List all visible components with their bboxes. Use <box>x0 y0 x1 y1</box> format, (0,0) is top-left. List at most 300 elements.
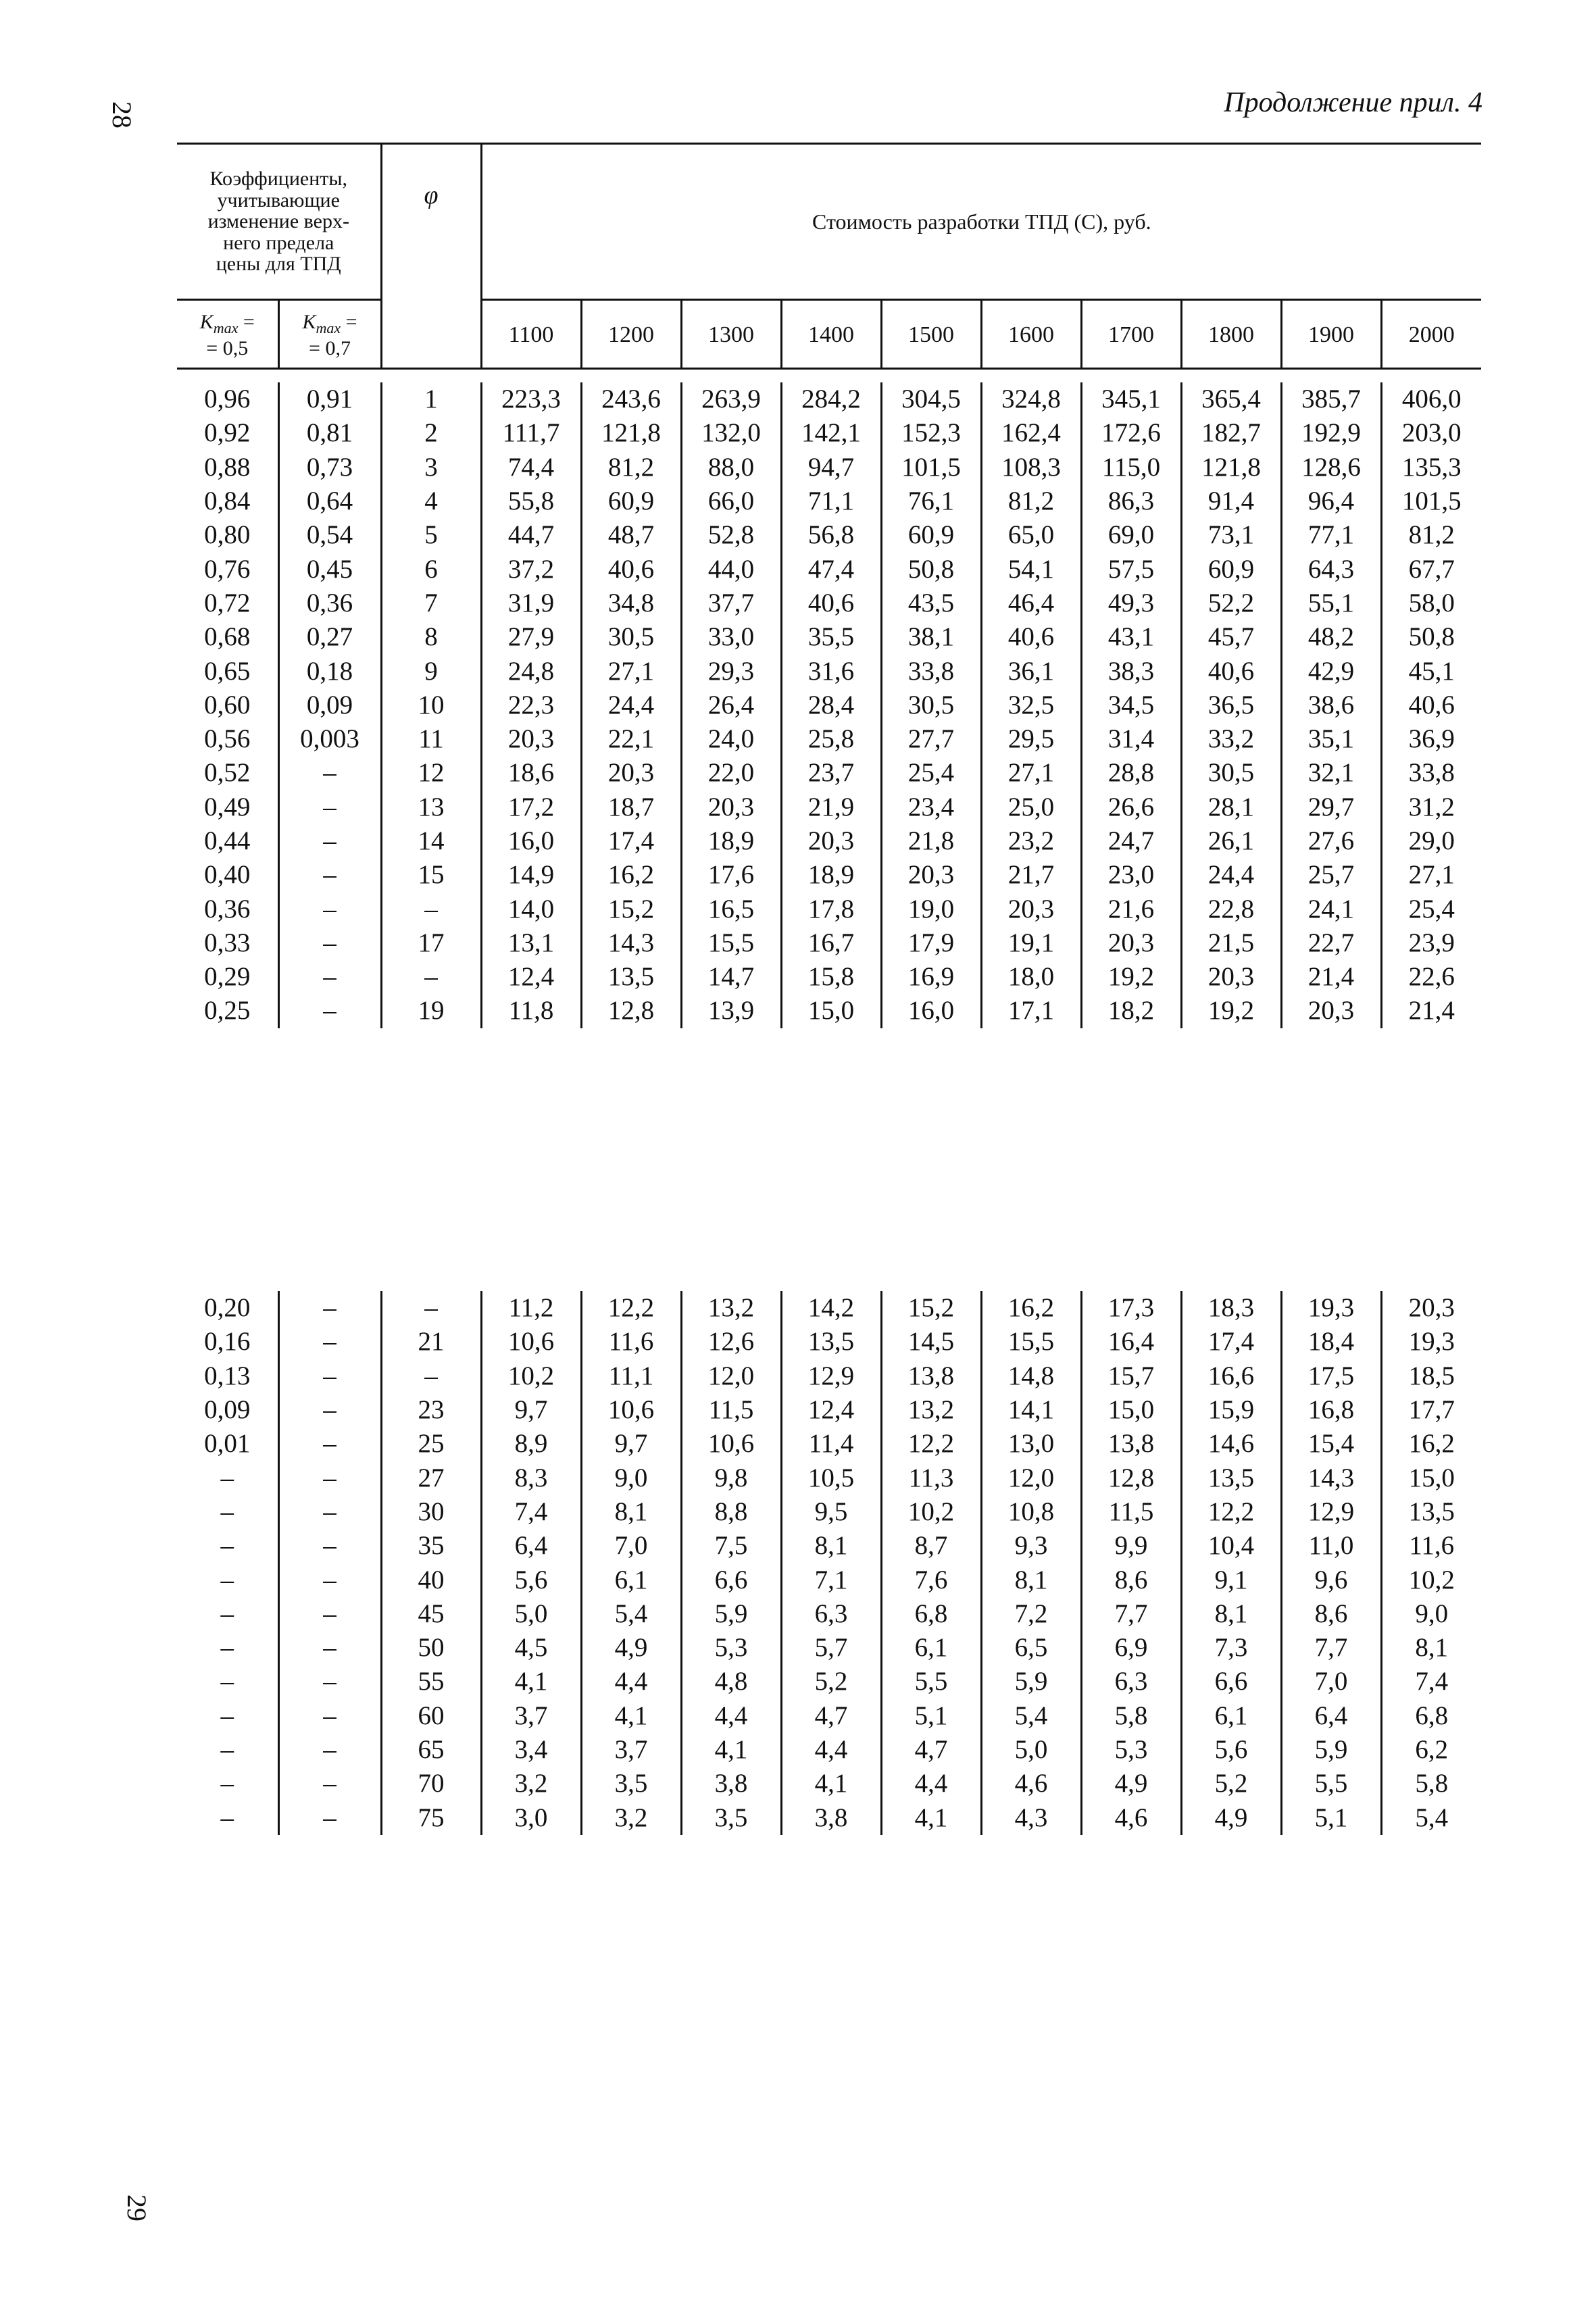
cost-cell: 9,7 <box>581 1427 681 1461</box>
phi-cell: 8 <box>381 620 481 654</box>
table-row <box>177 960 1481 994</box>
cost-cell: 9,3 <box>981 1529 1081 1563</box>
cost-cell: 18,5 <box>1381 1359 1481 1393</box>
cost-cell: 345,1 <box>1081 382 1181 416</box>
kmax-k: K <box>199 311 214 334</box>
cost-cell: 16,7 <box>781 926 881 960</box>
kmax-05-cell: 0,44 <box>204 826 251 855</box>
cost-cell: 67,7 <box>1381 552 1481 586</box>
phi-cell: 10 <box>381 688 481 722</box>
kmax-07-cell: 0,91 <box>278 382 381 416</box>
kmax-05-cell: 0,96 <box>204 384 251 414</box>
phi-cell: 15 <box>381 858 481 892</box>
cost-cell: 4,6 <box>981 1767 1081 1801</box>
cost-cell: 6,2 <box>1381 1733 1481 1767</box>
kmax-07-cell: 0,73 <box>278 451 381 484</box>
kmax-05-cell: – <box>220 1463 234 1492</box>
cost-cell: 29,7 <box>1281 790 1381 824</box>
cost-cell: 7,0 <box>581 1529 681 1563</box>
table-row <box>177 1427 1481 1461</box>
cost-cell: 14,7 <box>681 960 781 994</box>
cost-cell: 18,4 <box>1281 1325 1381 1359</box>
cost-cell: 37,2 <box>481 552 581 586</box>
phi-cell: – <box>381 892 481 926</box>
cost-cell: 24,4 <box>581 688 681 722</box>
cost-column-header: 1300 <box>681 300 781 370</box>
kmax-07-cell: – <box>278 1631 381 1665</box>
cost-cell: 20,3 <box>881 858 981 892</box>
kmax-07-cell: – <box>278 1665 381 1699</box>
table-row <box>177 994 1481 1028</box>
cost-cell: 17,7 <box>1381 1393 1481 1427</box>
cost-cell: 28,4 <box>781 688 881 722</box>
cost-cell: 18,6 <box>481 756 581 790</box>
cost-cell: 20,3 <box>681 790 781 824</box>
table-row <box>177 756 1481 790</box>
cost-cell: 24,7 <box>1081 824 1181 858</box>
kmax-07-cell: – <box>278 994 381 1028</box>
cost-cell: 4,8 <box>681 1665 781 1699</box>
kmax-07-cell: – <box>278 1801 381 1834</box>
cost-cell: 15,0 <box>1381 1461 1481 1494</box>
cost-cell: 40,6 <box>981 620 1081 654</box>
cost-cell: 3,8 <box>781 1801 881 1834</box>
phi-cell: 23 <box>381 1393 481 1427</box>
cost-cell: 12,8 <box>581 994 681 1028</box>
cost-cell: 7,0 <box>1281 1665 1381 1699</box>
table-body-top <box>177 382 1481 1028</box>
cost-cell: 20,3 <box>781 824 881 858</box>
kmax-k: K <box>302 311 316 334</box>
table-row <box>177 451 1481 484</box>
cost-cell: 8,1 <box>581 1495 681 1529</box>
cost-cell: 182,7 <box>1181 416 1281 450</box>
cost-column-header: 1400 <box>781 300 881 370</box>
cost-cell: 77,1 <box>1281 518 1381 552</box>
kmax-value: = 0,7 <box>309 336 351 359</box>
cost-cell: 48,7 <box>581 518 681 552</box>
kmax-05-cell: – <box>220 1496 234 1526</box>
cost-cell: 5,6 <box>1181 1733 1281 1767</box>
cost-cell: 13,5 <box>1181 1461 1281 1494</box>
table-row <box>177 1597 1481 1631</box>
kmax-07-cell: – <box>278 1325 381 1359</box>
cost-cell: 23,2 <box>981 824 1081 858</box>
cost-cell: 43,5 <box>881 586 981 620</box>
cost-cell: 17,4 <box>1181 1325 1281 1359</box>
cost-cell: 17,6 <box>681 858 781 892</box>
cost-cell: 8,1 <box>981 1563 1081 1596</box>
cost-cell: 3,7 <box>481 1699 581 1733</box>
cost-cell: 14,1 <box>981 1393 1081 1427</box>
table-row <box>177 688 1481 722</box>
coef-header-line: Коэффициенты, <box>209 168 348 191</box>
cost-cell: 14,3 <box>581 926 681 960</box>
cost-column-header: 1200 <box>581 300 681 370</box>
cost-cell: 10,6 <box>581 1393 681 1427</box>
kmax-05-cell: 0,88 <box>204 452 251 482</box>
cost-cell: 8,1 <box>1181 1597 1281 1631</box>
cost-cell: 40,6 <box>581 552 681 586</box>
cost-cell: 32,1 <box>1281 756 1381 790</box>
cost-cell: 4,4 <box>681 1699 781 1733</box>
kmax-07-cell: – <box>278 1427 381 1461</box>
cost-cell: 152,3 <box>881 416 981 450</box>
cost-cell: 42,9 <box>1281 654 1381 688</box>
cost-cell: 385,7 <box>1281 382 1381 416</box>
cost-cell: 10,5 <box>781 1461 881 1494</box>
cost-cell: 11,5 <box>681 1393 781 1427</box>
cost-cell: 8,1 <box>1381 1631 1481 1665</box>
cost-cell: 25,4 <box>881 756 981 790</box>
phi-cell: – <box>381 1359 481 1393</box>
cost-cell: 73,1 <box>1181 518 1281 552</box>
cost-cell: 6,1 <box>581 1563 681 1596</box>
cost-cell: 40,6 <box>1381 688 1481 722</box>
phi-header <box>381 145 481 370</box>
cost-cell: 22,7 <box>1281 926 1381 960</box>
kmax-05-cell: 0,92 <box>204 418 251 448</box>
cost-cell: 5,5 <box>1281 1767 1381 1801</box>
cost-cell: 4,1 <box>781 1767 881 1801</box>
cost-cell: 34,8 <box>581 586 681 620</box>
kmax-07-header <box>278 300 381 370</box>
cost-cell: 55,1 <box>1281 586 1381 620</box>
cost-cell: 13,8 <box>1081 1427 1181 1461</box>
cost-cell: 74,4 <box>481 451 581 484</box>
kmax-07-cell: – <box>278 1495 381 1529</box>
cost-cell: 15,2 <box>881 1291 981 1325</box>
cost-cell: 38,3 <box>1081 654 1181 688</box>
coef-header-line: цены для ТПД <box>216 253 341 276</box>
phi-cell: 7 <box>381 586 481 620</box>
kmax-05-cell: 0,65 <box>204 656 251 686</box>
kmax-07-cell: – <box>278 756 381 790</box>
table-row <box>177 926 1481 960</box>
cost-header: Стоимость разработки ТПД (С), руб. <box>481 145 1481 300</box>
cost-cell: 3,5 <box>581 1767 681 1801</box>
cost-cell: 18,7 <box>581 790 681 824</box>
cost-cell: 5,4 <box>581 1597 681 1631</box>
kmax-05-cell: 0,52 <box>204 758 251 788</box>
cost-cell: 19,3 <box>1281 1291 1381 1325</box>
cost-cell: 44,0 <box>681 552 781 586</box>
cost-cell: 142,1 <box>781 416 881 450</box>
phi-cell: 2 <box>381 416 481 450</box>
kmax-05-cell: 0,49 <box>204 792 251 822</box>
cost-cell: 94,7 <box>781 451 881 484</box>
cost-cell: 7,4 <box>1381 1665 1481 1699</box>
phi-cell: 40 <box>381 1563 481 1596</box>
cost-cell: 6,3 <box>781 1597 881 1631</box>
cost-cell: 29,3 <box>681 654 781 688</box>
phi-cell: 75 <box>381 1801 481 1834</box>
cost-cell: 5,4 <box>1381 1801 1481 1834</box>
cost-cell: 16,2 <box>981 1291 1081 1325</box>
cost-column-header: 1500 <box>881 300 981 370</box>
cost-cell: 16,9 <box>881 960 981 994</box>
cost-cell: 23,7 <box>781 756 881 790</box>
cost-cell: 6,8 <box>881 1597 981 1631</box>
cost-cell: 162,4 <box>981 416 1081 450</box>
cost-cell: 4,9 <box>1181 1801 1281 1834</box>
cost-cell: 5,3 <box>1081 1733 1181 1767</box>
cost-cell: 24,0 <box>681 722 781 756</box>
kmax-05-cell: – <box>220 1599 234 1628</box>
table-header <box>177 145 1481 370</box>
cost-cell: 3,5 <box>681 1801 781 1834</box>
cost-cell: 20,3 <box>1281 994 1381 1028</box>
cost-cell: 12,4 <box>781 1393 881 1427</box>
cost-cell: 29,5 <box>981 722 1081 756</box>
cost-cell: 52,2 <box>1181 586 1281 620</box>
cost-cell: 10,2 <box>481 1359 581 1393</box>
kmax-05-cell: – <box>220 1667 234 1696</box>
kmax-05-cell: – <box>220 1735 234 1764</box>
cost-cell: 13,9 <box>681 994 781 1028</box>
cost-cell: 11,5 <box>1081 1495 1181 1529</box>
cost-cell: 11,6 <box>1381 1529 1481 1563</box>
kmax-07-cell: 0,64 <box>278 484 381 518</box>
cost-cell: 17,1 <box>981 994 1081 1028</box>
cost-cell: 22,0 <box>681 756 781 790</box>
cost-cell: 20,3 <box>481 722 581 756</box>
table-row <box>177 1529 1481 1563</box>
cost-cell: 7,4 <box>481 1495 581 1529</box>
kmax-05-cell: 0,68 <box>204 622 251 652</box>
kmax-07-cell: – <box>278 1699 381 1733</box>
cost-cell: 9,5 <box>781 1495 881 1529</box>
cost-cell: 192,9 <box>1281 416 1381 450</box>
cost-cell: 22,1 <box>581 722 681 756</box>
cost-cell: 26,6 <box>1081 790 1181 824</box>
cost-cell: 5,9 <box>981 1665 1081 1699</box>
cost-cell: 12,9 <box>781 1359 881 1393</box>
coef-header-line: него предела <box>223 231 334 254</box>
cost-cell: 91,4 <box>1181 484 1281 518</box>
kmax-05-cell: 0,40 <box>204 860 251 890</box>
kmax-07-cell: – <box>278 1563 381 1596</box>
cost-cell: 4,7 <box>881 1733 981 1767</box>
cost-cell: 6,6 <box>1181 1665 1281 1699</box>
cost-cell: 17,2 <box>481 790 581 824</box>
cost-cell: 11,2 <box>481 1291 581 1325</box>
cost-cell: 15,2 <box>581 892 681 926</box>
cost-cell: 17,3 <box>1081 1291 1181 1325</box>
kmax-05-cell: 0,09 <box>204 1395 251 1425</box>
cost-cell: 15,9 <box>1181 1393 1281 1427</box>
cost-cell: 14,0 <box>481 892 581 926</box>
kmax-05-cell: 0,56 <box>204 724 251 754</box>
cost-cell: 9,6 <box>1281 1563 1381 1596</box>
cost-cell: 16,6 <box>1181 1359 1281 1393</box>
table-row <box>177 586 1481 620</box>
cost-cell: 5,8 <box>1081 1699 1181 1733</box>
kmax-07-cell: 0,27 <box>278 620 381 654</box>
cost-cell: 12,0 <box>681 1359 781 1393</box>
cost-cell: 81,2 <box>1381 518 1481 552</box>
cost-cell: 35,1 <box>1281 722 1381 756</box>
cost-cell: 324,8 <box>981 382 1081 416</box>
cost-cell: 58,0 <box>1381 586 1481 620</box>
table-row <box>177 1359 1481 1393</box>
cost-cell: 132,0 <box>681 416 781 450</box>
cost-cell: 38,6 <box>1281 688 1381 722</box>
cost-cell: 3,2 <box>481 1767 581 1801</box>
cost-cell: 18,9 <box>681 824 781 858</box>
cost-cell: 27,6 <box>1281 824 1381 858</box>
cost-cell: 64,3 <box>1281 552 1381 586</box>
phi-cell: 12 <box>381 756 481 790</box>
cost-cell: 13,5 <box>1381 1495 1481 1529</box>
cost-cell: 19,1 <box>981 926 1081 960</box>
table-row <box>177 1699 1481 1733</box>
cost-cell: 27,7 <box>881 722 981 756</box>
cost-cell: 21,4 <box>1281 960 1381 994</box>
cost-cell: 44,7 <box>481 518 581 552</box>
table-row <box>177 552 1481 586</box>
table-row <box>177 1461 1481 1494</box>
kmax-07-cell: – <box>278 1461 381 1494</box>
cost-cell: 8,8 <box>681 1495 781 1529</box>
table-row <box>177 1733 1481 1767</box>
kmax-05-cell: 0,76 <box>204 554 251 584</box>
cost-cell: 28,1 <box>1181 790 1281 824</box>
kmax-07-cell: – <box>278 858 381 892</box>
cost-cell: 25,7 <box>1281 858 1381 892</box>
cost-cell: 5,7 <box>781 1631 881 1665</box>
kmax-05-cell: 0,25 <box>204 996 251 1026</box>
table-row <box>177 790 1481 824</box>
phi-cell: 55 <box>381 1665 481 1699</box>
phi-cell: 70 <box>381 1767 481 1801</box>
cost-cell: 28,8 <box>1081 756 1181 790</box>
cost-cell: 12,9 <box>1281 1495 1381 1529</box>
table-row <box>177 1291 1481 1325</box>
cost-column-header: 1600 <box>981 300 1081 370</box>
cost-cell: 19,2 <box>1181 994 1281 1028</box>
cost-cell: 8,6 <box>1081 1563 1181 1596</box>
kmax-05-cell: 0,80 <box>204 520 251 550</box>
cost-cell: 3,2 <box>581 1801 681 1834</box>
cost-cell: 9,0 <box>581 1461 681 1494</box>
cost-cell: 13,5 <box>581 960 681 994</box>
cost-cell: 12,8 <box>1081 1461 1181 1494</box>
cost-cell: 15,5 <box>681 926 781 960</box>
table-row <box>177 892 1481 926</box>
cost-cell: 86,3 <box>1081 484 1181 518</box>
cost-cell: 45,7 <box>1181 620 1281 654</box>
cost-cell: 128,6 <box>1281 451 1381 484</box>
cost-cell: 17,4 <box>581 824 681 858</box>
cost-cell: 5,6 <box>481 1563 581 1596</box>
cost-cell: 3,8 <box>681 1767 781 1801</box>
table-row <box>177 620 1481 654</box>
cost-cell: 21,9 <box>781 790 881 824</box>
table-row <box>177 1563 1481 1596</box>
kmax-07-cell: – <box>278 1291 381 1325</box>
coef-header-line: учитывающие <box>217 188 340 211</box>
cost-cell: 6,6 <box>681 1563 781 1596</box>
cost-cell: 22,8 <box>1181 892 1281 926</box>
phi-cell: 17 <box>381 926 481 960</box>
cost-cell: 10,6 <box>481 1325 581 1359</box>
cost-cell: 27,1 <box>581 654 681 688</box>
kmax-07-cell: – <box>278 1529 381 1563</box>
cost-cell: 18,9 <box>781 858 881 892</box>
cost-cell: 5,1 <box>881 1699 981 1733</box>
cost-cell: 14,9 <box>481 858 581 892</box>
cost-cell: 15,8 <box>781 960 881 994</box>
cost-cell: 8,9 <box>481 1427 581 1461</box>
cost-cell: 46,4 <box>981 586 1081 620</box>
cost-cell: 13,5 <box>781 1325 881 1359</box>
cost-cell: 31,2 <box>1381 790 1481 824</box>
cost-cell: 243,6 <box>581 382 681 416</box>
table-row <box>177 824 1481 858</box>
cost-cell: 38,1 <box>881 620 981 654</box>
cost-cell: 115,0 <box>1081 451 1181 484</box>
phi-cell: 6 <box>381 552 481 586</box>
cost-cell: 32,5 <box>981 688 1081 722</box>
cost-cell: 4,9 <box>1081 1767 1181 1801</box>
cost-cell: 30,5 <box>1181 756 1281 790</box>
cost-cell: 5,0 <box>981 1733 1081 1767</box>
cost-cell: 21,5 <box>1181 926 1281 960</box>
kmax-05-cell: – <box>220 1769 234 1799</box>
phi-cell: 21 <box>381 1325 481 1359</box>
cost-cell: 3,4 <box>481 1733 581 1767</box>
cost-cell: 121,8 <box>1181 451 1281 484</box>
cost-cell: 54,1 <box>981 552 1081 586</box>
cost-cell: 7,3 <box>1181 1631 1281 1665</box>
cost-cell: 5,4 <box>981 1699 1081 1733</box>
cost-cell: 24,4 <box>1181 858 1281 892</box>
cost-cell: 40,6 <box>1181 654 1281 688</box>
cost-cell: 16,4 <box>1081 1325 1181 1359</box>
cost-cell: 5,5 <box>881 1665 981 1699</box>
cost-cell: 31,4 <box>1081 722 1181 756</box>
cost-cell: 20,3 <box>581 756 681 790</box>
phi-cell: – <box>381 960 481 994</box>
phi-cell: 45 <box>381 1597 481 1631</box>
kmax-eq: = <box>341 311 357 334</box>
cost-cell: 10,4 <box>1181 1529 1281 1563</box>
kmax-07-cell: – <box>278 892 381 926</box>
cost-cell: 60,9 <box>581 484 681 518</box>
cost-cell: 13,8 <box>881 1359 981 1393</box>
kmax-05-cell: – <box>220 1565 234 1594</box>
cost-cell: 6,5 <box>981 1631 1081 1665</box>
cost-cell: 263,9 <box>681 382 781 416</box>
cost-cell: 57,5 <box>1081 552 1181 586</box>
cost-cell: 50,8 <box>1381 620 1481 654</box>
cost-cell: 4,5 <box>481 1631 581 1665</box>
cost-cell: 18,3 <box>1181 1291 1281 1325</box>
cost-cell: 14,6 <box>1181 1427 1281 1461</box>
cost-cell: 9,9 <box>1081 1529 1181 1563</box>
cost-cell: 20,3 <box>1181 960 1281 994</box>
kmax-07-cell: – <box>278 960 381 994</box>
cost-cell: 16,0 <box>481 824 581 858</box>
kmax-07-cell: 0,09 <box>278 688 381 722</box>
phi-cell: 19 <box>381 994 481 1028</box>
kmax-05-cell: 0,60 <box>204 690 251 720</box>
table-row <box>177 722 1481 756</box>
cost-cell: 15,5 <box>981 1325 1081 1359</box>
cost-cell: 65,0 <box>981 518 1081 552</box>
cost-cell: 5,2 <box>1181 1767 1281 1801</box>
